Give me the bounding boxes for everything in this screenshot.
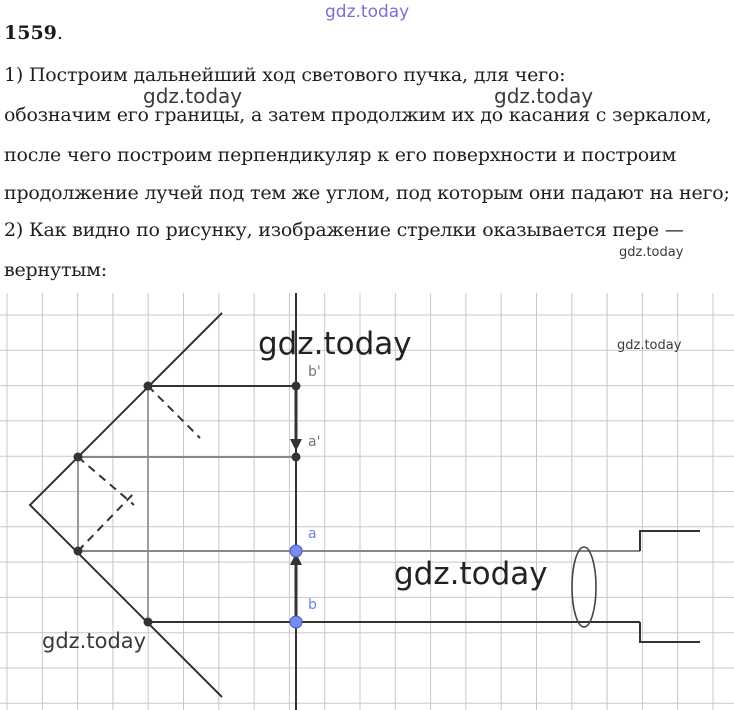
solution-line-1: 1) Построим дальнейший ход светового пучка, для чего: bbox=[4, 64, 566, 86]
mirror-point bbox=[74, 453, 83, 462]
solution-line-6: вернутым: bbox=[4, 259, 107, 281]
label-b: b bbox=[308, 597, 317, 613]
image-arrow-head bbox=[290, 439, 302, 451]
watermark-text: gdz.today bbox=[42, 629, 147, 653]
watermark-text: gdz.today bbox=[619, 245, 684, 260]
label-a-prime: a' bbox=[308, 434, 321, 450]
point-a bbox=[290, 545, 302, 557]
watermark-text: gdz.today bbox=[143, 84, 243, 108]
problem-number bbox=[4, 22, 63, 44]
normal-dashed bbox=[148, 386, 200, 438]
solution-line-5: 2) Как видно по рисунку, изображение стрелки оказывается пере — bbox=[4, 219, 684, 241]
mirror-point bbox=[74, 547, 83, 556]
watermark-text: gdz.today bbox=[258, 326, 412, 362]
point-b bbox=[290, 616, 302, 628]
watermark-text: gdz.today bbox=[617, 338, 682, 353]
watermark-text: gdz.today bbox=[325, 2, 410, 22]
watermark-text: gdz.today bbox=[494, 84, 594, 108]
solution-line-2: обозначим его границы, а затем продолжим их до касания с зеркалом, bbox=[4, 104, 712, 126]
normal-dashed bbox=[78, 457, 134, 505]
solution-line-4: продолжение лучей под тем же углом, под которым они падают на него; bbox=[4, 182, 730, 204]
point-b-prime bbox=[292, 382, 301, 391]
mirror-point bbox=[144, 618, 153, 627]
point-a-prime bbox=[292, 453, 301, 462]
normal-dashed bbox=[78, 491, 136, 551]
label-a: a bbox=[308, 526, 317, 542]
label-b-prime: b' bbox=[308, 364, 321, 380]
problem-number-value: 1559 bbox=[4, 22, 57, 44]
lamp-lens bbox=[572, 547, 596, 627]
problem-number-suffix: . bbox=[56, 22, 63, 44]
mirror-point bbox=[144, 382, 153, 391]
lamp-housing bbox=[640, 531, 700, 551]
solution-line-3: после чего построим перпендикуляр к его поверхности и построим bbox=[4, 144, 677, 166]
watermark-text: gdz.today bbox=[394, 556, 548, 592]
lamp-housing bbox=[640, 622, 700, 642]
